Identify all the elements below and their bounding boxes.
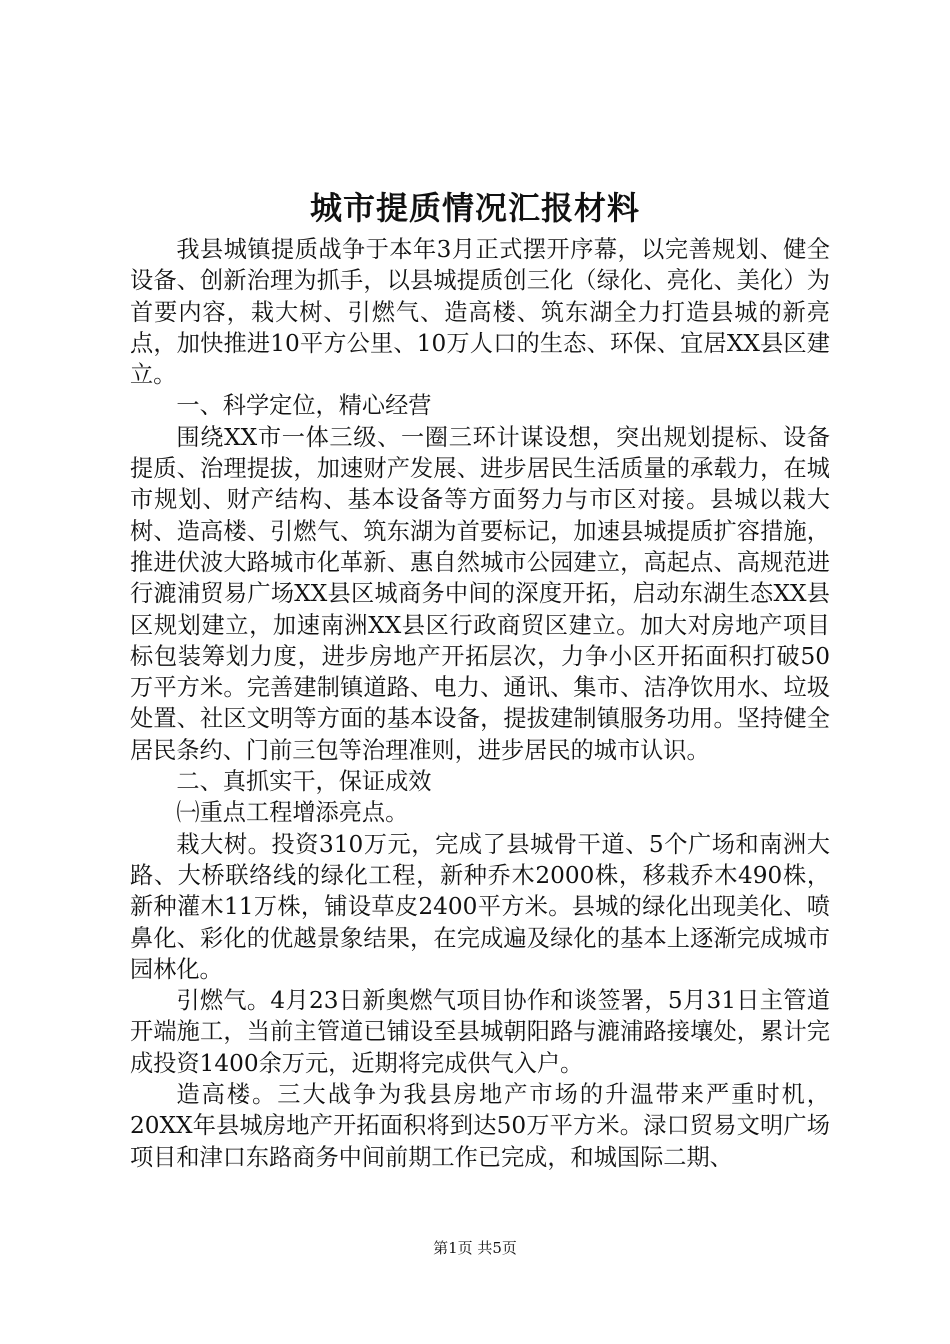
paragraph-intro: 我县城镇提质战争于本年3月正式摆开序幕，以完善规划、健全设备、创新治理为抓手，以县城提质创三化（绿化、亮化、美化）为首要内容，栽大树、引燃气、造高楼、筑东湖全力打造县城的新亮点，加快推进10平方公里、10万人口的生态、环保、宜居XX县区建立。 xyxy=(130,236,830,389)
document-title: 城市提质情况汇报材料 xyxy=(309,189,640,227)
paragraph-section-1: 围绕XX市一体三级、一圈三环计谋设想，突出规划提标、设备提质、治理提拔，加速财产发展、进步居民生活质量的承载力，在城市规划、财产结构、基本设备等方面努力与市区对接。县城以栽大树、造高楼、引燃气、筑东湖为首要标记，加速县城提质扩容措施，推进伏波大路城市化革新、惠自然城市公园建立，高起点、高规范进行漉浦贸易广场XX县区城商务中间的深度开拓，启动东湖生态XX县区规划建立，加速南洲XX县区行政商贸区建立。加大对房地产项目标包装筹划力度，进步房地产开拓层次，力争小区开拓面积打破50万平方米。完善建制镇道路、电力、通讯、集市、洁净饮用水、垃圾处置、社区文明等方面的基本设备，提拔建制镇服务功用。坚持健全居民条约、门前三包等治理准则，进步居民的城市认识。 xyxy=(130,423,830,764)
paragraph-gas: 引燃气。4月23日新奥燃气项目协作和谈签署，5月31日主管道开端施工，当前主管道已铺设至县城朝阳路与漉浦路接壤处，累计完成投资1400余万元，近期将完成供气入户。 xyxy=(130,987,830,1077)
section-heading-1: 一、科学定位，精心经营 xyxy=(176,392,432,420)
paragraph-buildings: 造高楼。三大战争为我县房地产市场的升温带来严重时机，20XX年县城房地产开拓面积将到达50万平方米。渌口贸易文明广场项目和津口东路商务中间前期工作已完成，和城国际二期、 xyxy=(130,1081,830,1171)
subsection-heading-1: ㈠重点工程增添亮点。 xyxy=(176,799,409,827)
paragraph-trees: 栽大树。投资310万元，完成了县城骨干道、5个广场和南洲大路、大桥联络线的绿化工程，新种乔木2000株，移栽乔木490株，新种灌木11万株，铺设草皮2400平方米。县城的绿化出现美化、喷鼻化、彩化的优越景象结果，在完成遍及绿化的基本上逐渐完成城市园林化。 xyxy=(130,830,830,983)
section-heading-2: 二、真抓实干，保证成效 xyxy=(176,768,432,796)
document-body xyxy=(130,234,830,1173)
page-footer: 第1页 共5页 xyxy=(433,1239,517,1257)
